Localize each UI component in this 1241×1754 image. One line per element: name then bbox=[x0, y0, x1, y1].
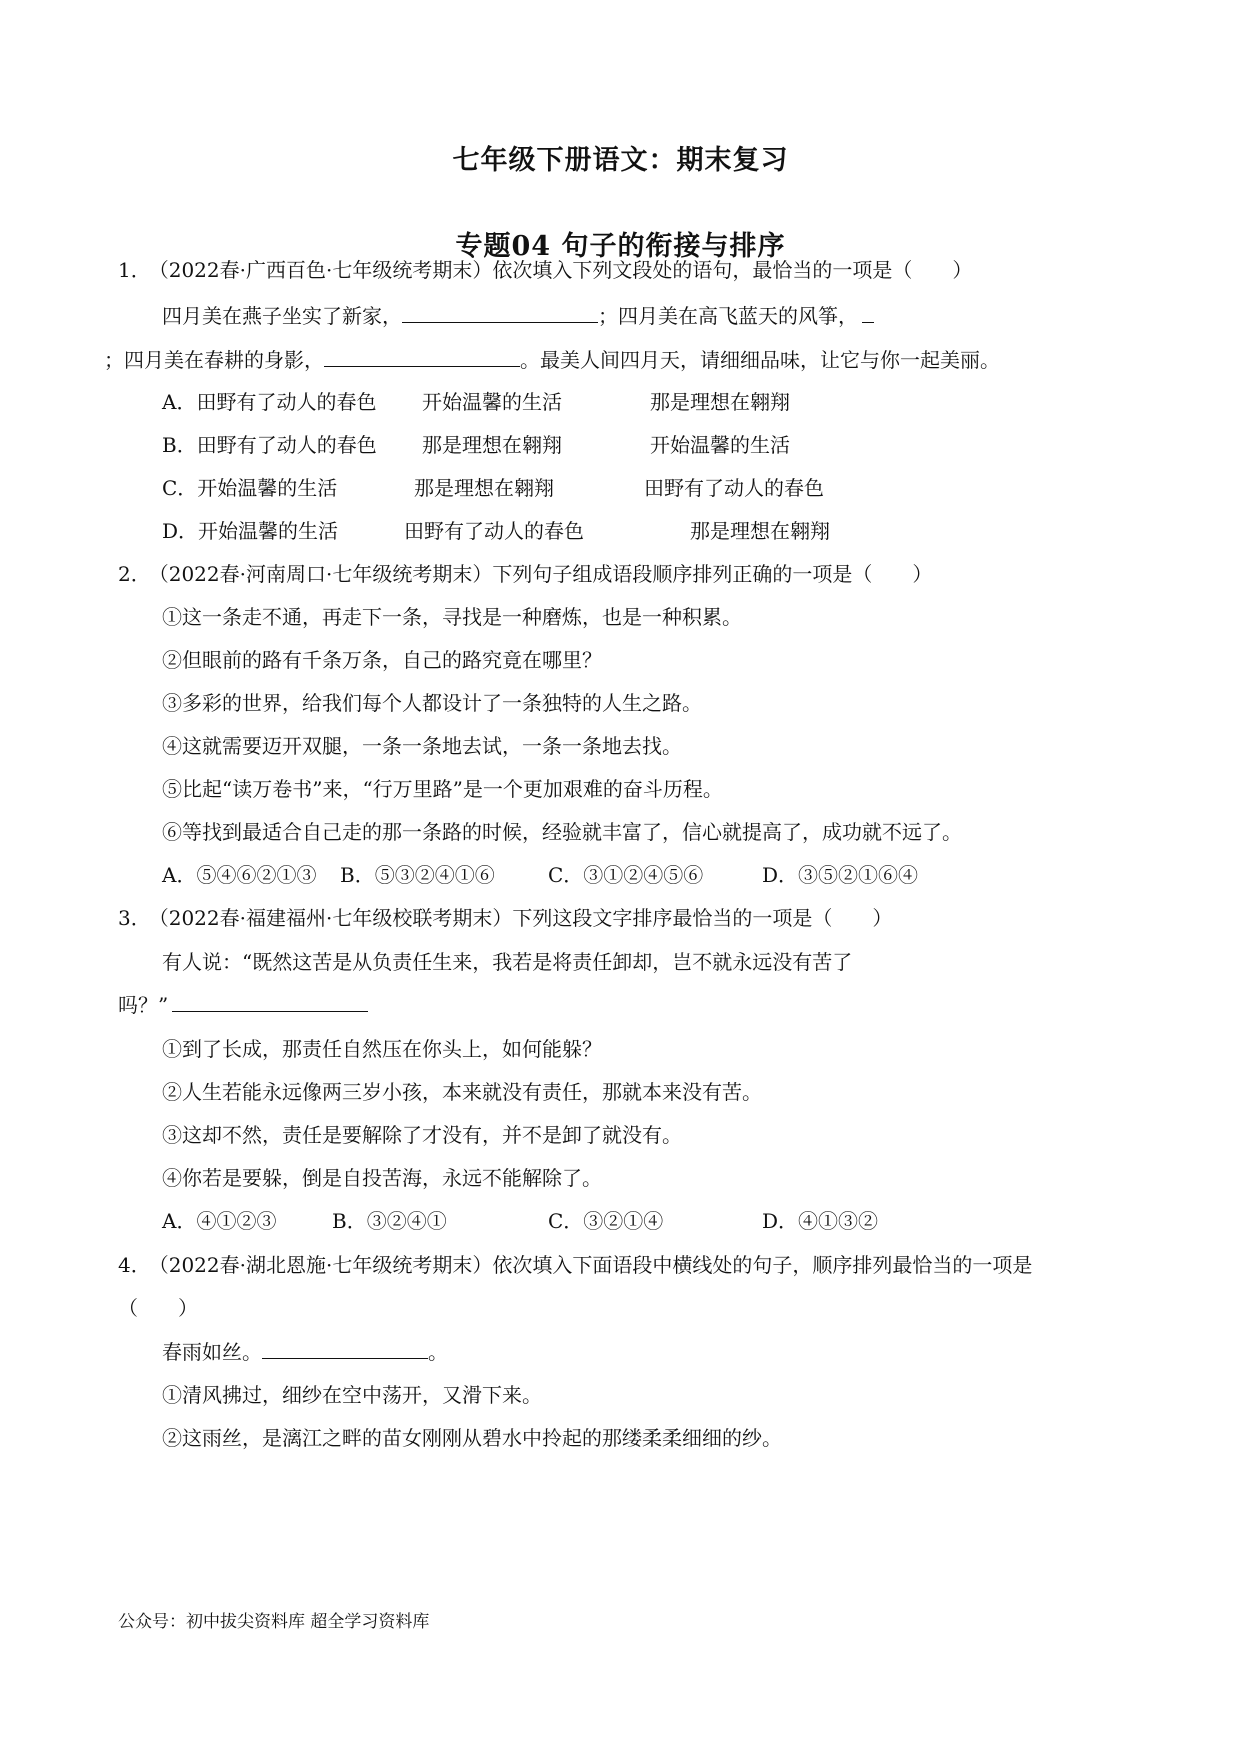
option-part: 那是理想在翱翔 bbox=[414, 476, 554, 500]
passage-text: 四月美在燕子坐实了新家， bbox=[162, 304, 402, 328]
q1-option-d[interactable] bbox=[162, 518, 338, 544]
q3-option-a[interactable]: A．④①②③ bbox=[162, 1209, 277, 1233]
q1-passage-line-1 bbox=[162, 303, 874, 329]
option-part: D．开始温馨的生活 bbox=[162, 519, 339, 543]
q1-option-c-part-3 bbox=[644, 475, 824, 501]
q2-sentence-4: ④这就需要迈开双腿，一条一条地去试，一条一条地去找。 bbox=[162, 734, 682, 758]
q1-option-d-part-2 bbox=[404, 518, 584, 544]
fill-blank bbox=[172, 993, 368, 1012]
passage-text: ；四月美在高飞蓝天的风筝， bbox=[598, 304, 858, 328]
passage-text: 。最美人间四月天，请细细品味，让它与你一起美丽。 bbox=[520, 348, 1000, 372]
question-stem: （2022春·湖北恩施·七年级统考期末）依次填入下面语段中横线处的句子，顺序排列最恰当的一项是 bbox=[158, 1253, 1033, 1277]
passage-text: 春雨如丝。 bbox=[162, 1340, 262, 1364]
option-part: 开始温馨的生活 bbox=[650, 433, 790, 457]
q2-option-a[interactable]: A．⑤④⑥②①③ bbox=[162, 863, 317, 887]
question-number: 1． bbox=[118, 258, 151, 282]
q2-sentence-2: ②但眼前的路有千条万条，自己的路究竟在哪里？ bbox=[162, 648, 602, 672]
option-part: 开始温馨的生活 bbox=[422, 390, 562, 414]
option-part: 那是理想在翱翔 bbox=[650, 390, 790, 414]
q3-sentence-3: ③这却不然，责任是要解除了才没有，并不是卸了就没有。 bbox=[162, 1123, 682, 1147]
q2-option-c[interactable]: C．③①②④⑤⑥ bbox=[548, 863, 704, 887]
q2-sentence-6: ⑥等找到最适合自己走的那一条路的时候，经验就丰富了，信心就提高了，成功就不远了。 bbox=[162, 820, 962, 844]
q4-sentence-1: ①清风拂过，细纱在空中荡开，又滑下来。 bbox=[162, 1383, 542, 1407]
q2-sentence-1: ①这一条走不通，再走下一条，寻找是一种磨炼，也是一种积累。 bbox=[162, 605, 742, 629]
q1-passage-line-2 bbox=[104, 347, 1000, 373]
fill-blank bbox=[324, 348, 520, 367]
q4-passage-line-1 bbox=[162, 1339, 448, 1365]
document-title: 七年级下册语文：期末复习 bbox=[452, 145, 789, 176]
q4-stem-continued: （ ） bbox=[118, 1296, 198, 1320]
q1-option-c[interactable] bbox=[162, 475, 337, 501]
q1-option-c-part-2 bbox=[414, 475, 554, 501]
q1-option-b-part-2 bbox=[422, 432, 562, 458]
option-part: B．田野有了动人的春色 bbox=[162, 433, 377, 457]
q1-option-b[interactable] bbox=[162, 432, 377, 458]
passage-text: 。 bbox=[428, 1340, 448, 1364]
question-2 bbox=[118, 561, 932, 587]
q2-sentence-5: ⑤比起“读万卷书”来，“行万里路”是一个更加艰难的奋斗历程。 bbox=[162, 777, 723, 801]
q2-option-d[interactable]: D．③⑤②①⑥④ bbox=[762, 863, 919, 887]
question-stem: （2022春·福建福州·七年级校联考期末）下列这段文字排序最恰当的一项是（ ） bbox=[158, 906, 893, 930]
document-subtitle: 专题04 句子的衔接与排序 bbox=[455, 231, 786, 262]
question-number: 4． bbox=[118, 1253, 151, 1277]
q1-option-b-part-3 bbox=[650, 432, 790, 458]
q3-option-c[interactable]: C．③②①④ bbox=[548, 1209, 664, 1233]
q1-option-d-part-3 bbox=[690, 518, 830, 544]
question-3 bbox=[118, 905, 892, 931]
q1-option-a[interactable] bbox=[162, 389, 376, 415]
option-part: 田野有了动人的春色 bbox=[404, 519, 584, 543]
q2-option-b[interactable]: B．⑤③②④①⑥ bbox=[340, 863, 495, 887]
passage-text: ；四月美在春耕的身影， bbox=[104, 348, 324, 372]
q3-sentence-4: ④你若是要躲，倒是自投苦海，永远不能解除了。 bbox=[162, 1166, 602, 1190]
question-number: 2． bbox=[118, 562, 151, 586]
q3-option-d[interactable]: D．④①③② bbox=[762, 1209, 879, 1233]
fill-blank bbox=[262, 1340, 428, 1359]
question-4 bbox=[118, 1252, 1032, 1278]
option-part: C．开始温馨的生活 bbox=[162, 476, 338, 500]
fill-blank bbox=[402, 304, 598, 323]
question-number: 3． bbox=[118, 906, 151, 930]
option-part: 田野有了动人的春色 bbox=[644, 476, 824, 500]
q3-option-b[interactable]: B．③②④① bbox=[332, 1209, 447, 1233]
question-1 bbox=[118, 257, 972, 283]
q1-option-a-part-3 bbox=[650, 389, 790, 415]
q2-sentence-3: ③多彩的世界，给我们每个人都设计了一条独特的人生之路。 bbox=[162, 691, 702, 715]
option-part: 那是理想在翱翔 bbox=[690, 519, 830, 543]
option-part: 那是理想在翱翔 bbox=[422, 433, 562, 457]
q1-option-a-part-2 bbox=[422, 389, 562, 415]
question-stem: （2022春·河南周口·七年级统考期末）下列句子组成语段顺序排列正确的一项是（ ） bbox=[158, 562, 933, 586]
fill-blank bbox=[862, 304, 874, 323]
q3-passage-line-2 bbox=[118, 992, 368, 1018]
option-part: A．田野有了动人的春色 bbox=[162, 390, 377, 414]
question-stem: （2022春·广西百色·七年级统考期末）依次填入下列文段处的语句，最恰当的一项是（ ） bbox=[158, 258, 973, 282]
q3-sentence-1: ①到了长成，那责任自然压在你头上，如何能躲？ bbox=[162, 1037, 602, 1061]
q4-sentence-2: ②这雨丝，是漓江之畔的苗女刚刚从碧水中拎起的那缕柔柔细细的纱。 bbox=[162, 1426, 782, 1450]
page-footer: 公众号：初中拔尖资料库 超全学习资料库 bbox=[118, 1612, 430, 1632]
q3-passage-line-1: 有人说：“既然这苦是从负责任生来，我若是将责任卸却，岂不就永远没有苦了 bbox=[162, 950, 853, 974]
passage-text: 吗？” bbox=[118, 993, 169, 1017]
q3-sentence-2: ②人生若能永远像两三岁小孩，本来就没有责任，那就本来没有苦。 bbox=[162, 1080, 762, 1104]
